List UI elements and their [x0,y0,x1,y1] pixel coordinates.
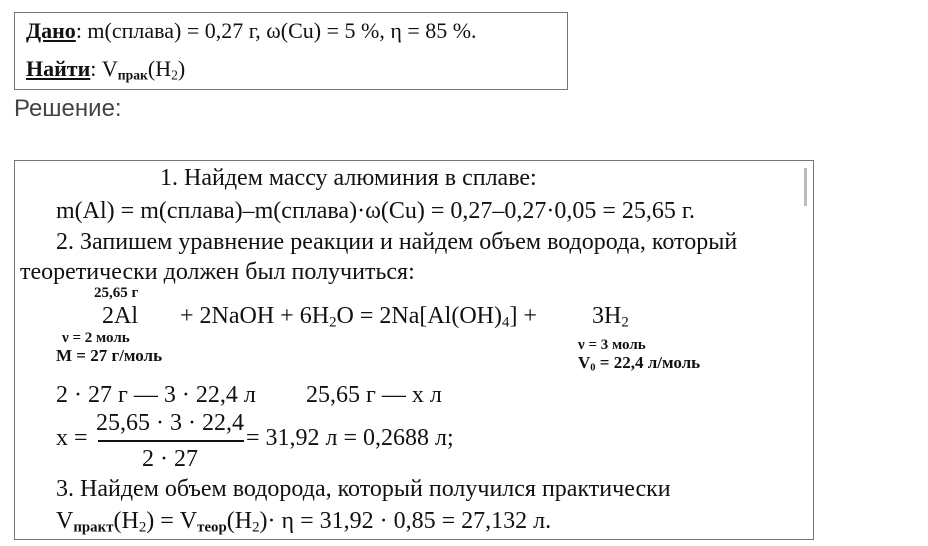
step1-title: 1. Найдем массу алюминия в сплаве: [160,165,537,191]
x-numerator: 25,65 · 3 · 22,4 [96,410,244,436]
proportion-left: 2 · 27 г — 3 · 22,4 л [56,382,256,408]
eq-h2-sub: 2 [621,314,629,331]
eq-h2-text: 3H [592,303,622,329]
h2-v0-b: = 22,4 л/моль [595,353,701,372]
final-b: ) = V [146,508,198,534]
step2-title-a: 2. Запишем уравнение реакции и найдем объем водорода, который [56,229,738,255]
final-a: (H [113,508,139,534]
eq-mid-c: ] + [509,303,537,329]
step1-formula: m(Al) = m(сплава)–m(сплава)·ω(Cu) = 0,27–0,27·0,05 = 25,65 г. [56,198,696,224]
eq-h2 [592,303,629,330]
find-sub: прак [117,67,148,83]
eq-mass-al: 25,65 г [94,285,139,301]
given-label: Дано [26,18,76,43]
find-close: ) [177,56,186,81]
step2-title-b: теоретически должен был получиться: [20,259,415,285]
final-c: (H [226,508,253,534]
final-formula [56,508,551,535]
eq-mid-b: O = 2Na[Al(OH) [336,303,502,329]
x-result: = 31,92 л = 0,2688 л; [246,425,454,451]
al-molar-mass: M = 27 г/моль [56,346,163,365]
find-after: (H [147,56,172,81]
final-v1: V [56,508,74,534]
proportion-right: 25,65 г — x л [306,382,442,408]
h2-nu: ν = 3 моль [578,337,646,353]
step3-title: 3. Найдем объем водорода, который получился практически [56,476,671,502]
final-h: 2 [138,519,147,536]
al-nu: ν = 2 моль [62,330,130,346]
scroll-indicator [804,168,807,206]
find-line [26,56,185,82]
h2-v0-a: V [578,353,591,372]
x-denominator: 2 · 27 [142,446,198,472]
eq-al: 2Al [102,303,138,329]
h2-v0-sub: 0 [590,362,596,374]
eq-mid-sub2: 4 [502,314,510,331]
final-h2: 2 [252,519,260,536]
final-sub1: практ [73,519,114,536]
final-d: )· η = 31,92 · 0,85 = 27,132 л. [259,508,552,534]
final-sub2: теор [197,519,227,536]
eq-mid-a: + 2NaOH + 6H [180,303,330,329]
fraction-bar [98,440,244,442]
x-equals: x = [56,425,88,451]
h2-molar-volume [578,353,700,373]
eq-middle [180,303,537,330]
eq-mid-sub1: 2 [329,314,337,331]
find-label: Найти [26,56,91,81]
solution-heading: Решение: [14,95,122,122]
given-line [26,18,477,44]
find-text: : V [90,56,118,81]
given-text: : m(сплава) = 0,27 г, ω(Cu) = 5 %, η = 85 %. [75,18,477,43]
find-h2-sub: 2 [171,67,178,83]
